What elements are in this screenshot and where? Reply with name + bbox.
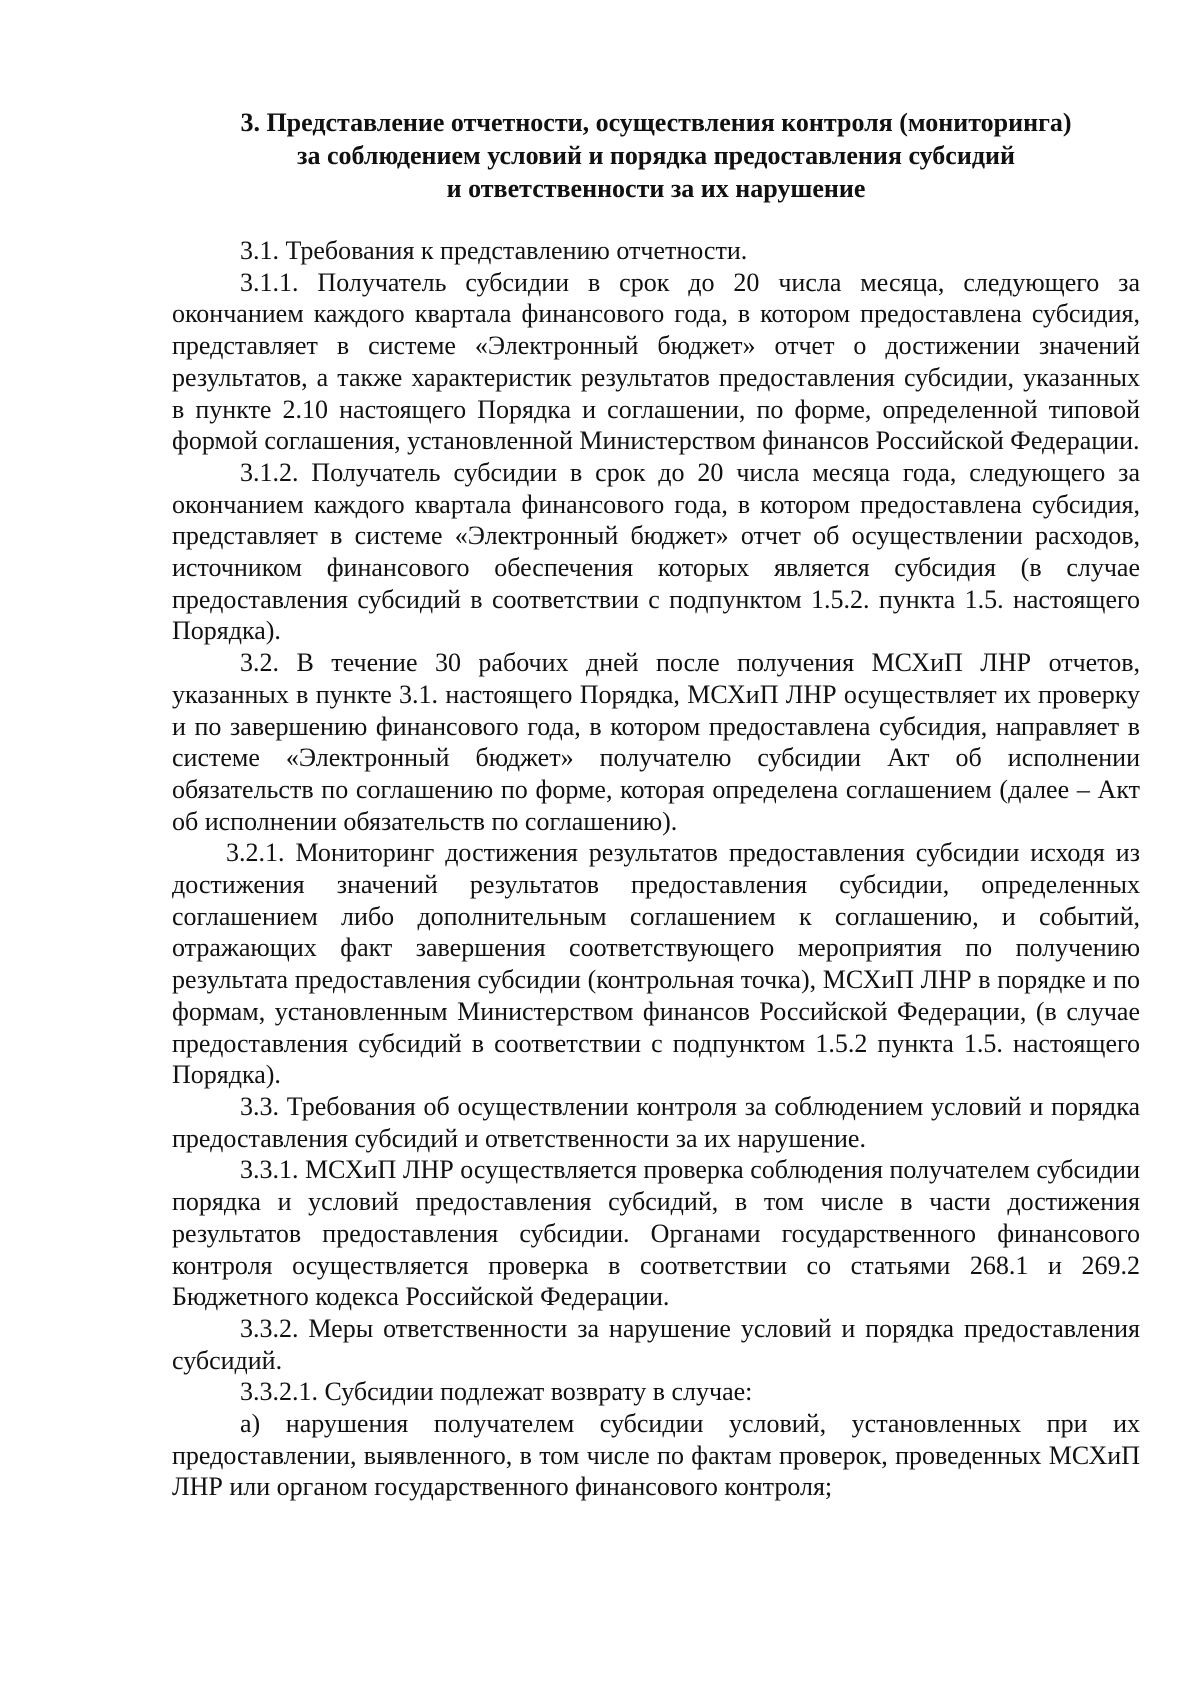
paragraph-3-3: 3.3. Требования об осуществлении контроля за соблюдением условий и порядка предоставления субсидий и ответственности за их нарушение. <box>172 1091 1140 1153</box>
document-page <box>172 106 1140 1503</box>
paragraph-3-3-2-1: 3.3.2.1. Субсидии подлежат возврату в случае: <box>240 1377 753 1407</box>
paragraph-item-a: а) нарушения получателем субсидии условий, установленных при их предоставлении, выявленного, в том числе по фактам проверок, проведенных МСХиП ЛНР или органом государственного финансового контроля; <box>172 1409 1140 1502</box>
heading-line-2: за соблюдением условий и порядка предоставления субсидий <box>297 141 1015 170</box>
heading-line-1: 3. Представление отчетности, осуществления контроля (мониторинга) <box>240 108 1072 137</box>
section-heading <box>172 106 1140 205</box>
paragraph-3-2: 3.2. В течение 30 рабочих дней после получения МСХиП ЛНР отчетов, указанных в пункте 3.1. настоящего Порядка, МСХиП ЛНР осуществляет их проверку и по завершению финансового года, в котором предоставлена субсидия, направляет в системе «Электронный бюджет» получателю субсидии Акт об исполнении обязательств по соглашению по форме, которая определена соглашением (далее – Акт об исполнении обязательств по соглашению). <box>172 648 1140 836</box>
paragraph-3-1: 3.1. Требования к представлению отчетности. <box>240 236 748 265</box>
paragraph-3-3-2: 3.3.2. Меры ответственности за нарушение условий и порядка предоставления субсидий. <box>172 1313 1140 1375</box>
heading-line-3: и ответственности за их нарушение <box>446 174 866 203</box>
paragraph-3-3-1: 3.3.1. МСХиП ЛНР осуществляется проверка соблюдения получателем субсидии порядка и условий предоставления субсидий, в том числе в части достижения результатов предоставления субсидии. Органами государственного финансового контроля осуществляется проверка в соответствии со статьями 268.1 и 269.2 Бюджетного кодекса Российской Федерации. <box>172 1155 1140 1312</box>
paragraph-3-2-1: 3.2.1. Мониторинг достижения результатов предоставления субсидии исходя из достижения значений результатов предоставления субсидии, определенных соглашением либо дополнительным соглашением к соглашению, и событий, отражающих факт завершения соответствующего мероприятия по получению результата предоставления субсидии (контрольная точка), МСХиП ЛНР в порядке и по формам, установленным Министерством финансов Российской Федерации, (в случае предоставления субсидий в соответствии с подпунктом 1.5.2 пункта 1.5. настоящего Порядка). <box>172 838 1140 1090</box>
paragraph-3-1-2: 3.1.2. Получатель субсидии в срок до 20 числа месяца года, следующего за окончанием каждого квартала финансового года, в котором предоставлена субсидия, представляет в системе «Электронный бюджет» отчет об осуществлении расходов, источником финансового обеспечения которых является субсидия (в случае предоставления субсидий в соответствии с подпунктом 1.5.2. пункта 1.5. настоящего Порядка). <box>172 457 1140 646</box>
paragraph-3-1-1: 3.1.1. Получатель субсидии в срок до 20 числа месяца, следующего за окончанием каждого квартала финансового года, в котором предоставлена субсидия, представляет в системе «Электронный бюджет» отчет о достижении значений результатов, а также характеристик результатов предоставления субсидии, указанных в пункте 2.10 настоящего Порядка и соглашении, по форме, определенной типовой формой соглашения, установленной Министерством финансов Российской Федерации. <box>172 267 1140 456</box>
